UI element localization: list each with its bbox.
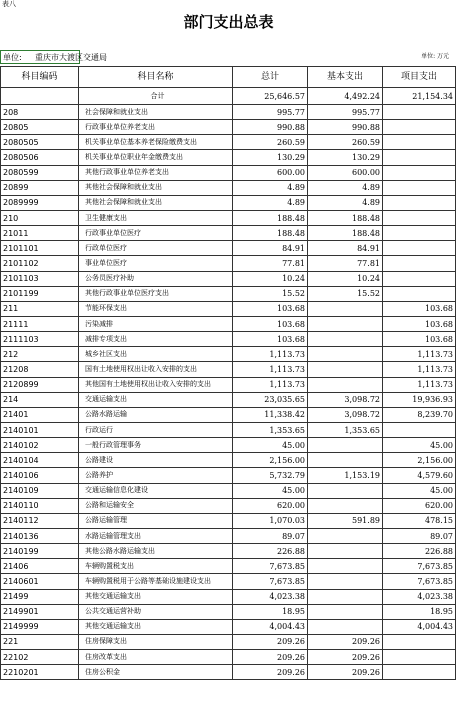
row-total: 4.89	[233, 195, 308, 210]
row-code: 2140110	[1, 498, 79, 513]
row-project: 103.68	[383, 301, 456, 316]
row-project	[383, 210, 456, 225]
row-total: 11,338.42	[233, 407, 308, 422]
row-code: 2140106	[1, 468, 79, 483]
row-total: 45.00	[233, 438, 308, 453]
table-row	[1, 316, 456, 331]
row-total: 188.48	[233, 226, 308, 241]
total-row	[1, 88, 456, 105]
row-total: 84.91	[233, 241, 308, 256]
row-basic: 260.59	[308, 135, 383, 150]
row-project: 226.88	[383, 544, 456, 559]
table-row	[1, 619, 456, 634]
table-row	[1, 559, 456, 574]
row-project: 45.00	[383, 438, 456, 453]
row-basic: 84.91	[308, 241, 383, 256]
row-code: 2140102	[1, 438, 79, 453]
row-name: 行政单位医疗	[79, 241, 233, 256]
table-row	[1, 210, 456, 225]
row-code: 2140136	[1, 528, 79, 543]
row-code: 2140112	[1, 513, 79, 528]
row-project	[383, 226, 456, 241]
row-code: 2140601	[1, 574, 79, 589]
row-total: 209.26	[233, 634, 308, 649]
row-basic: 188.48	[308, 226, 383, 241]
row-project: 18.95	[383, 604, 456, 619]
row-project: 4,579.60	[383, 468, 456, 483]
corner-label: 表八	[2, 0, 16, 8]
page-title: 部门支出总表	[183, 13, 274, 31]
row-code: 21208	[1, 362, 79, 377]
table-row	[1, 362, 456, 377]
row-name: 公路运输管理	[79, 513, 233, 528]
row-name: 减排专项支出	[79, 332, 233, 347]
table-row	[1, 483, 456, 498]
header-code: 科目编码	[1, 67, 79, 88]
row-code: 2101103	[1, 271, 79, 286]
row-basic	[308, 453, 383, 468]
row-code: 21011	[1, 226, 79, 241]
row-total: 4.89	[233, 180, 308, 195]
table-row	[1, 528, 456, 543]
row-total: 995.77	[233, 105, 308, 120]
table-row	[1, 180, 456, 195]
row-total: 188.48	[233, 210, 308, 225]
row-total: 600.00	[233, 165, 308, 180]
table-row	[1, 332, 456, 347]
row-name: 节能环保支出	[79, 301, 233, 316]
row-project	[383, 241, 456, 256]
row-total: 7,673.85	[233, 559, 308, 574]
table-row	[1, 286, 456, 301]
table-row	[1, 241, 456, 256]
row-code: 211	[1, 301, 79, 316]
row-name: 卫生健康支出	[79, 210, 233, 225]
row-total: 990.88	[233, 120, 308, 135]
total-code	[1, 88, 79, 105]
row-name: 行政事业单位医疗	[79, 226, 233, 241]
row-project	[383, 422, 456, 437]
row-basic	[308, 438, 383, 453]
table-row	[1, 544, 456, 559]
row-basic: 591.89	[308, 513, 383, 528]
row-basic: 77.81	[308, 256, 383, 271]
row-total: 5,732.79	[233, 468, 308, 483]
row-code: 210	[1, 210, 79, 225]
row-project	[383, 271, 456, 286]
row-project	[383, 650, 456, 665]
row-total: 620.00	[233, 498, 308, 513]
row-code: 21406	[1, 559, 79, 574]
row-name: 其他公路水路运输支出	[79, 544, 233, 559]
row-name: 交通运输信息化建设	[79, 483, 233, 498]
row-code: 21401	[1, 407, 79, 422]
row-name: 公共交通运营补助	[79, 604, 233, 619]
row-project: 7,673.85	[383, 574, 456, 589]
row-project	[383, 634, 456, 649]
row-project: 45.00	[383, 483, 456, 498]
table-row	[1, 256, 456, 271]
row-name: 住房保障支出	[79, 634, 233, 649]
table-row	[1, 604, 456, 619]
row-basic	[308, 332, 383, 347]
row-total: 226.88	[233, 544, 308, 559]
row-code: 2101199	[1, 286, 79, 301]
row-total: 77.81	[233, 256, 308, 271]
row-basic	[308, 604, 383, 619]
row-basic: 4.89	[308, 180, 383, 195]
row-project: 2,156.00	[383, 453, 456, 468]
row-code: 21111	[1, 316, 79, 331]
row-total: 103.68	[233, 316, 308, 331]
row-name: 其他交通运输支出	[79, 619, 233, 634]
row-code: 22102	[1, 650, 79, 665]
table-row	[1, 150, 456, 165]
row-total: 23,035.65	[233, 392, 308, 407]
row-total: 4,023.38	[233, 589, 308, 604]
row-project: 103.68	[383, 332, 456, 347]
row-project: 103.68	[383, 316, 456, 331]
row-code: 2080506	[1, 150, 79, 165]
table-row	[1, 120, 456, 135]
row-code: 2080599	[1, 165, 79, 180]
row-basic	[308, 347, 383, 362]
row-total: 130.29	[233, 150, 308, 165]
row-total: 1,113.73	[233, 377, 308, 392]
header-project: 项目支出	[383, 67, 456, 88]
table-row	[1, 574, 456, 589]
row-basic	[308, 362, 383, 377]
row-total: 1,113.73	[233, 362, 308, 377]
row-code: 2149999	[1, 619, 79, 634]
row-name: 住房改革支出	[79, 650, 233, 665]
header-basic: 基本支出	[308, 67, 383, 88]
row-project: 620.00	[383, 498, 456, 513]
row-code: 2140104	[1, 453, 79, 468]
currency-unit: 单位: 万元	[421, 53, 449, 60]
row-name: 交通运输支出	[79, 392, 233, 407]
row-project: 1,113.73	[383, 362, 456, 377]
row-name: 机关事业单位基本养老保险缴费支出	[79, 135, 233, 150]
table-row	[1, 513, 456, 528]
row-name: 住房公积金	[79, 665, 233, 680]
row-basic: 130.29	[308, 150, 383, 165]
row-name: 公务员医疗补助	[79, 271, 233, 286]
row-name: 城乡社区支出	[79, 347, 233, 362]
row-project: 19,936.93	[383, 392, 456, 407]
row-basic: 995.77	[308, 105, 383, 120]
row-basic	[308, 377, 383, 392]
table-row	[1, 650, 456, 665]
row-code: 2210201	[1, 665, 79, 680]
row-name: 其他社会保障和就业支出	[79, 195, 233, 210]
row-total: 45.00	[233, 483, 308, 498]
row-basic: 10.24	[308, 271, 383, 286]
table-row	[1, 468, 456, 483]
row-project: 7,673.85	[383, 559, 456, 574]
row-basic	[308, 483, 383, 498]
table-row	[1, 301, 456, 316]
table-row	[1, 453, 456, 468]
row-name: 其他行政事业单位医疗支出	[79, 286, 233, 301]
row-name: 公路养护	[79, 468, 233, 483]
table-row	[1, 195, 456, 210]
row-basic: 1,353.65	[308, 422, 383, 437]
row-code: 214	[1, 392, 79, 407]
row-project	[383, 165, 456, 180]
row-name: 事业单位医疗	[79, 256, 233, 271]
row-total: 89.07	[233, 528, 308, 543]
total-total: 25,646.57	[233, 88, 308, 105]
row-project: 1,113.73	[383, 377, 456, 392]
table-row	[1, 589, 456, 604]
row-basic: 3,098.72	[308, 407, 383, 422]
expense-table	[0, 66, 456, 680]
unit-name: 重庆市大渡区交通局	[35, 53, 107, 62]
row-basic	[308, 574, 383, 589]
row-project	[383, 135, 456, 150]
row-project	[383, 180, 456, 195]
row-code: 2149901	[1, 604, 79, 619]
row-total: 1,113.73	[233, 347, 308, 362]
row-total: 18.95	[233, 604, 308, 619]
row-name: 其他国有土地使用权出让收入安排的支出	[79, 377, 233, 392]
row-project	[383, 665, 456, 680]
row-project: 478.15	[383, 513, 456, 528]
row-name: 国有土地使用权出让收入安排的支出	[79, 362, 233, 377]
header-name: 科目名称	[79, 67, 233, 88]
row-code: 2140109	[1, 483, 79, 498]
row-total: 1,070.03	[233, 513, 308, 528]
unit-cell[interactable]	[0, 50, 107, 64]
row-basic: 990.88	[308, 120, 383, 135]
row-basic	[308, 559, 383, 574]
row-project	[383, 195, 456, 210]
row-code: 212	[1, 347, 79, 362]
row-code: 2140199	[1, 544, 79, 559]
row-name: 一般行政管理事务	[79, 438, 233, 453]
row-basic: 188.48	[308, 210, 383, 225]
table-row	[1, 407, 456, 422]
row-code: 2101102	[1, 256, 79, 271]
row-total: 260.59	[233, 135, 308, 150]
row-name: 行政事业单位养老支出	[79, 120, 233, 135]
table-row	[1, 665, 456, 680]
unit-prefix: 单位:	[3, 53, 22, 62]
row-name: 公路水路运输	[79, 407, 233, 422]
table-row	[1, 422, 456, 437]
table-row	[1, 377, 456, 392]
row-code: 2089999	[1, 195, 79, 210]
row-name: 车辆购置税支出	[79, 559, 233, 574]
row-name: 水路运输管理支出	[79, 528, 233, 543]
row-project: 8,239.70	[383, 407, 456, 422]
row-code: 208	[1, 105, 79, 120]
row-total: 15.52	[233, 286, 308, 301]
row-total: 103.68	[233, 301, 308, 316]
row-name: 社会保障和就业支出	[79, 105, 233, 120]
row-basic	[308, 619, 383, 634]
table-row	[1, 634, 456, 649]
row-code: 21499	[1, 589, 79, 604]
table-row	[1, 226, 456, 241]
row-project: 89.07	[383, 528, 456, 543]
row-project	[383, 256, 456, 271]
row-project: 4,023.38	[383, 589, 456, 604]
row-total: 7,673.85	[233, 574, 308, 589]
table-row	[1, 271, 456, 286]
header-row	[1, 67, 456, 88]
row-basic: 209.26	[308, 634, 383, 649]
row-project	[383, 120, 456, 135]
row-name: 车辆购置税用于公路等基础设施建设支出	[79, 574, 233, 589]
row-basic	[308, 316, 383, 331]
row-code: 2111103	[1, 332, 79, 347]
row-total: 1,353.65	[233, 422, 308, 437]
row-basic: 4.89	[308, 195, 383, 210]
row-code: 2140101	[1, 422, 79, 437]
table-row	[1, 392, 456, 407]
table-row	[1, 438, 456, 453]
row-code: 20805	[1, 120, 79, 135]
row-basic: 1,153.19	[308, 468, 383, 483]
row-project: 4,004.43	[383, 619, 456, 634]
row-name: 其他社会保障和就业支出	[79, 180, 233, 195]
table-row	[1, 165, 456, 180]
table-row	[1, 105, 456, 120]
row-name: 其他行政事业单位养老支出	[79, 165, 233, 180]
header-total: 总计	[233, 67, 308, 88]
row-total: 2,156.00	[233, 453, 308, 468]
row-code: 2101101	[1, 241, 79, 256]
row-code: 2120899	[1, 377, 79, 392]
table-row	[1, 498, 456, 513]
row-name: 机关事业单位职业年金缴费支出	[79, 150, 233, 165]
row-basic: 600.00	[308, 165, 383, 180]
row-name: 污染减排	[79, 316, 233, 331]
row-code: 221	[1, 634, 79, 649]
row-total: 103.68	[233, 332, 308, 347]
row-basic: 3,098.72	[308, 392, 383, 407]
row-code: 20899	[1, 180, 79, 195]
row-total: 209.26	[233, 650, 308, 665]
row-basic: 209.26	[308, 665, 383, 680]
row-project	[383, 286, 456, 301]
row-basic: 209.26	[308, 650, 383, 665]
row-total: 4,004.43	[233, 619, 308, 634]
total-label: 合计	[79, 88, 233, 105]
row-code: 2080505	[1, 135, 79, 150]
row-project	[383, 105, 456, 120]
row-name: 公路建设	[79, 453, 233, 468]
total-basic: 4,492.24	[308, 88, 383, 105]
row-project	[383, 150, 456, 165]
table-row	[1, 347, 456, 362]
total-project: 21,154.34	[383, 88, 456, 105]
table-row	[1, 135, 456, 150]
row-project: 1,113.73	[383, 347, 456, 362]
row-basic	[308, 589, 383, 604]
row-total: 209.26	[233, 665, 308, 680]
row-basic	[308, 528, 383, 543]
row-basic	[308, 498, 383, 513]
row-name: 公路和运输安全	[79, 498, 233, 513]
row-name: 行政运行	[79, 422, 233, 437]
row-basic: 15.52	[308, 286, 383, 301]
row-name: 其他交通运输支出	[79, 589, 233, 604]
row-basic	[308, 301, 383, 316]
row-basic	[308, 544, 383, 559]
row-total: 10.24	[233, 271, 308, 286]
